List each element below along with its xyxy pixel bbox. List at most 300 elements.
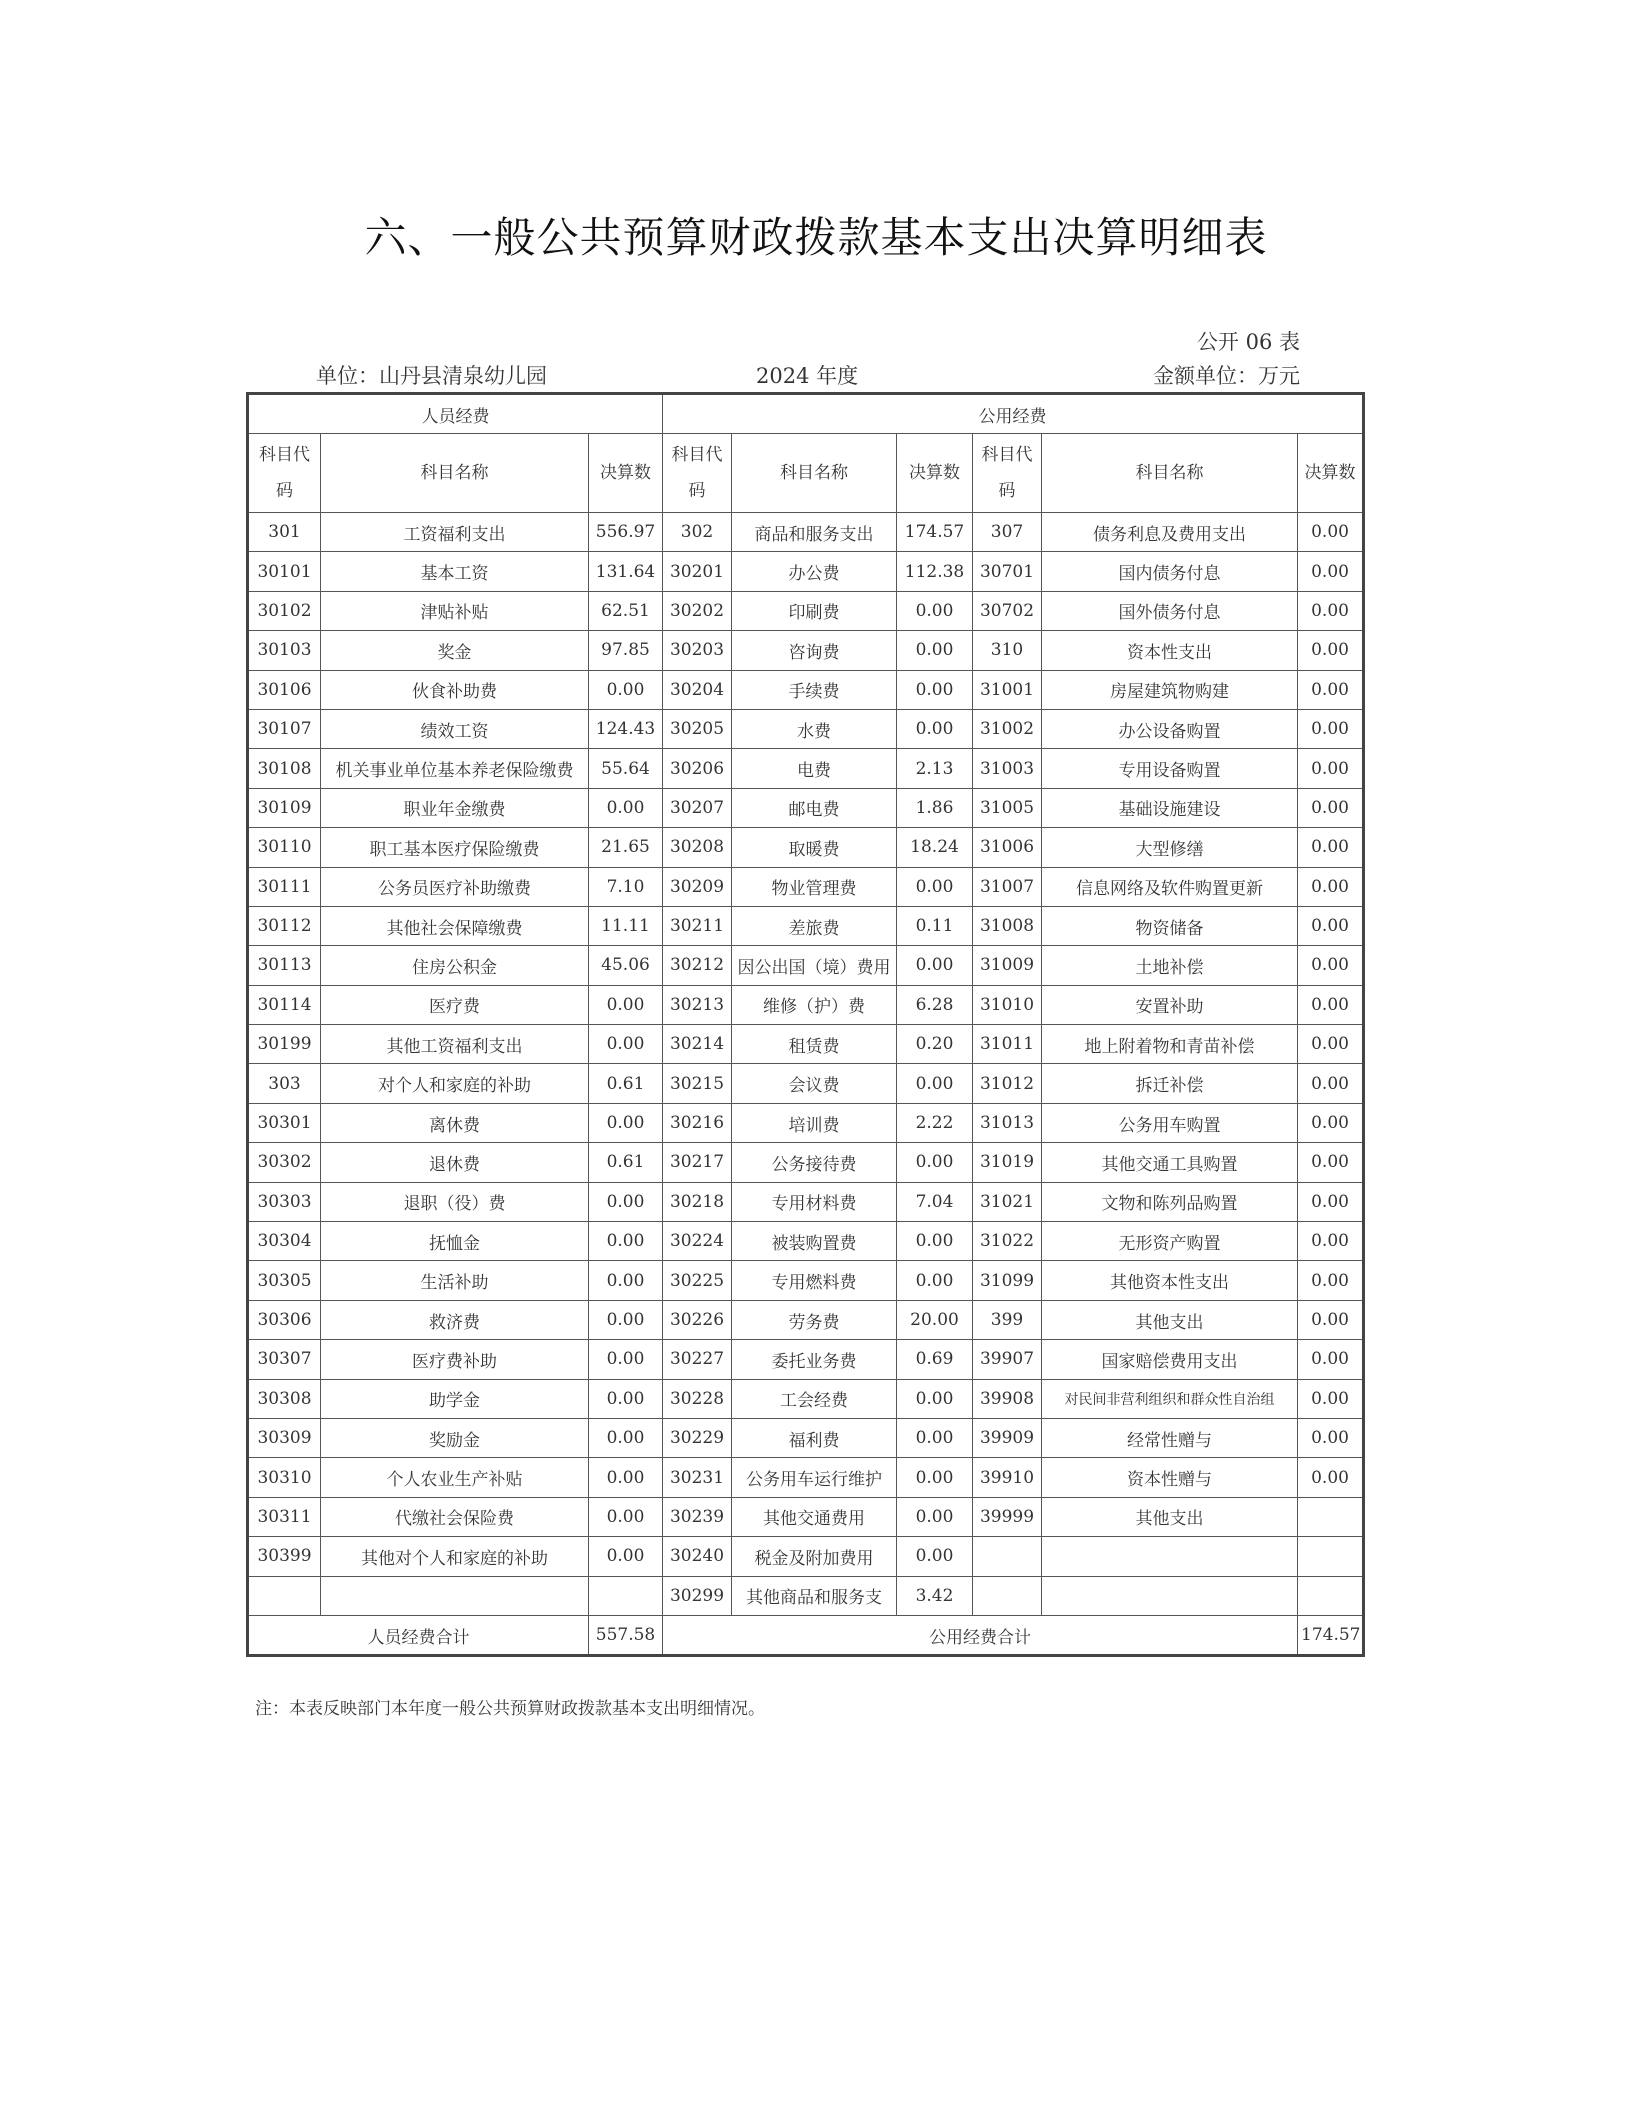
cell-name: 差旅费 xyxy=(732,906,897,945)
header-code: 科目代码 xyxy=(248,434,321,513)
table-row xyxy=(248,1064,1364,1103)
cell-amount: 0.00 xyxy=(897,591,973,630)
header-amount: 决算数 xyxy=(589,434,663,513)
table-row xyxy=(248,631,1364,670)
table-row xyxy=(248,670,1364,709)
cell-code: 31019 xyxy=(973,1143,1042,1182)
cell-name: 其他资本性支出 xyxy=(1042,1261,1298,1300)
table-row xyxy=(248,1418,1364,1457)
table-row xyxy=(248,828,1364,867)
cell-code: 30299 xyxy=(663,1576,732,1615)
cell-amount: 97.85 xyxy=(589,631,663,670)
cell-code: 31007 xyxy=(973,867,1042,906)
cell-name: 其他社会保障缴费 xyxy=(321,906,589,945)
cell-code: 30113 xyxy=(248,946,321,985)
cell-amount: 0.00 xyxy=(897,1222,973,1261)
cell-name: 其他工资福利支出 xyxy=(321,1025,589,1064)
header-name: 科目名称 xyxy=(732,434,897,513)
cell-code: 30305 xyxy=(248,1261,321,1300)
cell-code: 31009 xyxy=(973,946,1042,985)
cell-amount: 2.13 xyxy=(897,749,973,788)
cell-name: 专用材料费 xyxy=(732,1182,897,1221)
cell-amount: 0.00 xyxy=(589,1025,663,1064)
cell-code: 30103 xyxy=(248,631,321,670)
cell-name: 退休费 xyxy=(321,1143,589,1182)
cell-amount: 0.00 xyxy=(897,1497,973,1536)
cell-code: 39999 xyxy=(973,1497,1042,1536)
cell-amount: 0.00 xyxy=(589,1379,663,1418)
cell-code: 30216 xyxy=(663,1103,732,1142)
cell-code: 30227 xyxy=(663,1340,732,1379)
cell-code: 30240 xyxy=(663,1537,732,1576)
cell-code: 30228 xyxy=(663,1379,732,1418)
cell-amount: 0.00 xyxy=(589,1458,663,1497)
cell-name: 住房公积金 xyxy=(321,946,589,985)
table-row xyxy=(248,1340,1364,1379)
cell-code: 30204 xyxy=(663,670,732,709)
public-total-value: 174.57 xyxy=(1298,1615,1364,1655)
cell-amount: 3.42 xyxy=(897,1576,973,1615)
cell-code: 30217 xyxy=(663,1143,732,1182)
cell-name: 土地补偿 xyxy=(1042,946,1298,985)
cell-name: 工资福利支出 xyxy=(321,513,589,552)
cell-amount: 0.00 xyxy=(589,670,663,709)
table-row xyxy=(248,591,1364,630)
cell-name: 经常性赠与 xyxy=(1042,1418,1298,1457)
cell-code: 30231 xyxy=(663,1458,732,1497)
cell-name: 医疗费 xyxy=(321,985,589,1024)
cell-name: 大型修缮 xyxy=(1042,828,1298,867)
cell-code: 31006 xyxy=(973,828,1042,867)
cell-name: 因公出国（境）费用 xyxy=(732,946,897,985)
cell-name: 个人农业生产补贴 xyxy=(321,1458,589,1497)
cell-code: 30102 xyxy=(248,591,321,630)
cell-code: 30206 xyxy=(663,749,732,788)
cell-name: 职业年金缴费 xyxy=(321,788,589,827)
cell-name: 办公费 xyxy=(732,552,897,591)
cell-name: 奖金 xyxy=(321,631,589,670)
cell-name: 对民间非营利组织和群众性自治组 xyxy=(1042,1379,1298,1418)
cell-code: 30101 xyxy=(248,552,321,591)
cell-name: 基本工资 xyxy=(321,552,589,591)
header-amount: 决算数 xyxy=(897,434,973,513)
cell-name: 资本性支出 xyxy=(1042,631,1298,670)
cell-code: 30207 xyxy=(663,788,732,827)
cell-code: 30112 xyxy=(248,906,321,945)
cell-name: 其他支出 xyxy=(1042,1300,1298,1339)
cell-amount: 0.00 xyxy=(589,1340,663,1379)
cell-name: 取暖费 xyxy=(732,828,897,867)
cell-name: 津贴补贴 xyxy=(321,591,589,630)
cell-name: 拆迁补偿 xyxy=(1042,1064,1298,1103)
cell-code: 30114 xyxy=(248,985,321,1024)
header-name: 科目名称 xyxy=(1042,434,1298,513)
cell-amount: 556.97 xyxy=(589,513,663,552)
cell-name: 维修（护）费 xyxy=(732,985,897,1024)
cell-name: 租赁费 xyxy=(732,1025,897,1064)
expenditure-table xyxy=(246,392,1365,1657)
cell-name: 物业管理费 xyxy=(732,867,897,906)
cell-code xyxy=(248,1576,321,1615)
cell-name: 安置补助 xyxy=(1042,985,1298,1024)
cell-code: 30111 xyxy=(248,867,321,906)
cell-amount: 0.00 xyxy=(1298,946,1364,985)
cell-code: 30303 xyxy=(248,1182,321,1221)
cell-code: 30399 xyxy=(248,1537,321,1576)
cell-name: 资本性赠与 xyxy=(1042,1458,1298,1497)
table-row xyxy=(248,1300,1364,1339)
cell-name: 公务员医疗补助缴费 xyxy=(321,867,589,906)
cell-amount: 0.00 xyxy=(1298,788,1364,827)
cell-name: 公务用车运行维护 xyxy=(732,1458,897,1497)
cell-amount: 0.00 xyxy=(589,1182,663,1221)
cell-code: 30108 xyxy=(248,749,321,788)
cell-code: 30308 xyxy=(248,1379,321,1418)
cell-name: 抚恤金 xyxy=(321,1222,589,1261)
table-row xyxy=(248,1025,1364,1064)
year-label: 2024 年度 xyxy=(756,364,859,388)
cell-amount: 0.00 xyxy=(897,631,973,670)
cell-code: 30201 xyxy=(663,552,732,591)
cell-name: 公务接待费 xyxy=(732,1143,897,1182)
cell-amount: 0.00 xyxy=(897,1537,973,1576)
table-row xyxy=(248,749,1364,788)
cell-amount: 131.64 xyxy=(589,552,663,591)
cell-code: 31010 xyxy=(973,985,1042,1024)
cell-code: 31002 xyxy=(973,709,1042,748)
cell-amount: 18.24 xyxy=(897,828,973,867)
cell-name: 工会经费 xyxy=(732,1379,897,1418)
cell-amount: 124.43 xyxy=(589,709,663,748)
cell-amount: 0.00 xyxy=(589,1103,663,1142)
cell-name: 无形资产购置 xyxy=(1042,1222,1298,1261)
currency-unit-label: 金额单位：万元 xyxy=(1153,364,1300,388)
cell-name: 办公设备购置 xyxy=(1042,709,1298,748)
cell-code xyxy=(973,1537,1042,1576)
cell-name: 信息网络及软件购置更新 xyxy=(1042,867,1298,906)
cell-name: 文物和陈列品购置 xyxy=(1042,1182,1298,1221)
cell-amount: 0.69 xyxy=(897,1340,973,1379)
cell-amount: 0.20 xyxy=(897,1025,973,1064)
cell-code: 39909 xyxy=(973,1418,1042,1457)
table-row xyxy=(248,552,1364,591)
cell-code: 30226 xyxy=(663,1300,732,1339)
cell-amount: 0.00 xyxy=(897,946,973,985)
group-header-public: 公用经费 xyxy=(663,394,1364,434)
cell-amount: 21.65 xyxy=(589,828,663,867)
cell-amount xyxy=(1298,1576,1364,1615)
cell-amount: 0.00 xyxy=(897,1418,973,1457)
cell-name: 劳务费 xyxy=(732,1300,897,1339)
cell-code: 31022 xyxy=(973,1222,1042,1261)
table-row xyxy=(248,1537,1364,1576)
cell-code: 31003 xyxy=(973,749,1042,788)
cell-code: 30211 xyxy=(663,906,732,945)
table-row xyxy=(248,946,1364,985)
cell-amount xyxy=(589,1576,663,1615)
cell-name: 国内债务付息 xyxy=(1042,552,1298,591)
cell-amount: 0.00 xyxy=(1298,828,1364,867)
cell-code: 301 xyxy=(248,513,321,552)
cell-amount: 0.00 xyxy=(897,1064,973,1103)
cell-amount: 0.00 xyxy=(897,1379,973,1418)
cell-name: 奖励金 xyxy=(321,1418,589,1457)
cell-amount: 0.00 xyxy=(589,788,663,827)
page-title: 六、一般公共预算财政拨款基本支出决算明细表 xyxy=(364,213,1268,262)
table-row xyxy=(248,709,1364,748)
cell-name: 离休费 xyxy=(321,1103,589,1142)
cell-code: 30701 xyxy=(973,552,1042,591)
cell-name: 咨询费 xyxy=(732,631,897,670)
cell-name: 物资储备 xyxy=(1042,906,1298,945)
cell-amount: 174.57 xyxy=(897,513,973,552)
cell-code: 30199 xyxy=(248,1025,321,1064)
cell-code: 30702 xyxy=(973,591,1042,630)
cell-code: 39908 xyxy=(973,1379,1042,1418)
cell-amount: 0.00 xyxy=(1298,1300,1364,1339)
cell-code: 30215 xyxy=(663,1064,732,1103)
cell-name: 邮电费 xyxy=(732,788,897,827)
cell-amount: 62.51 xyxy=(589,591,663,630)
cell-code: 30106 xyxy=(248,670,321,709)
cell-amount: 0.00 xyxy=(1298,867,1364,906)
cell-name: 生活补助 xyxy=(321,1261,589,1300)
cell-name: 其他商品和服务支 xyxy=(732,1576,897,1615)
cell-name: 电费 xyxy=(732,749,897,788)
cell-name: 被装购置费 xyxy=(732,1222,897,1261)
public-total-label: 公用经费合计 xyxy=(663,1615,1298,1655)
group-header-personnel: 人员经费 xyxy=(248,394,663,434)
cell-name: 福利费 xyxy=(732,1418,897,1457)
cell-amount: 6.28 xyxy=(897,985,973,1024)
table-row xyxy=(248,985,1364,1024)
cell-code: 31005 xyxy=(973,788,1042,827)
cell-code: 39907 xyxy=(973,1340,1042,1379)
cell-amount: 0.00 xyxy=(897,867,973,906)
cell-amount: 0.00 xyxy=(1298,906,1364,945)
cell-amount: 0.00 xyxy=(589,1497,663,1536)
table-row xyxy=(248,867,1364,906)
cell-name: 医疗费补助 xyxy=(321,1340,589,1379)
cell-amount: 0.00 xyxy=(589,1418,663,1457)
cell-code: 31021 xyxy=(973,1182,1042,1221)
cell-amount: 0.00 xyxy=(1298,1143,1364,1182)
cell-amount: 0.00 xyxy=(589,1537,663,1576)
cell-name: 其他对个人和家庭的补助 xyxy=(321,1537,589,1576)
cell-code: 30229 xyxy=(663,1418,732,1457)
cell-amount: 1.86 xyxy=(897,788,973,827)
cell-code: 399 xyxy=(973,1300,1042,1339)
cell-code: 30213 xyxy=(663,985,732,1024)
cell-amount xyxy=(1298,1497,1364,1536)
cell-name: 专用设备购置 xyxy=(1042,749,1298,788)
cell-name: 地上附着物和青苗补偿 xyxy=(1042,1025,1298,1064)
cell-amount: 0.00 xyxy=(1298,985,1364,1024)
cell-code: 30214 xyxy=(663,1025,732,1064)
table-row xyxy=(248,906,1364,945)
cell-code: 30310 xyxy=(248,1458,321,1497)
cell-name: 商品和服务支出 xyxy=(732,513,897,552)
header-code: 科目代码 xyxy=(973,434,1042,513)
cell-code: 30224 xyxy=(663,1222,732,1261)
cell-code: 30107 xyxy=(248,709,321,748)
cell-code: 30225 xyxy=(663,1261,732,1300)
header-code: 科目代码 xyxy=(663,434,732,513)
cell-code: 30208 xyxy=(663,828,732,867)
cell-amount: 0.00 xyxy=(1298,1025,1364,1064)
cell-name: 国外债务付息 xyxy=(1042,591,1298,630)
cell-code: 31001 xyxy=(973,670,1042,709)
cell-code: 30309 xyxy=(248,1418,321,1457)
cell-amount: 0.00 xyxy=(1298,1379,1364,1418)
cell-code: 307 xyxy=(973,513,1042,552)
cell-amount: 55.64 xyxy=(589,749,663,788)
cell-name: 职工基本医疗保险缴费 xyxy=(321,828,589,867)
cell-amount: 0.00 xyxy=(1298,631,1364,670)
cell-amount xyxy=(1298,1537,1364,1576)
cell-name: 房屋建筑物购建 xyxy=(1042,670,1298,709)
table-row xyxy=(248,1103,1364,1142)
cell-amount: 20.00 xyxy=(897,1300,973,1339)
cell-code: 30239 xyxy=(663,1497,732,1536)
cell-amount: 0.00 xyxy=(1298,749,1364,788)
cell-name xyxy=(1042,1576,1298,1615)
cell-amount: 0.00 xyxy=(897,670,973,709)
cell-name: 专用燃料费 xyxy=(732,1261,897,1300)
table-row xyxy=(248,1182,1364,1221)
cell-code: 30212 xyxy=(663,946,732,985)
form-number: 公开 06 表 xyxy=(1196,330,1300,354)
cell-name xyxy=(1042,1537,1298,1576)
cell-amount: 0.00 xyxy=(1298,1340,1364,1379)
cell-amount: 0.00 xyxy=(1298,591,1364,630)
cell-amount: 45.06 xyxy=(589,946,663,985)
cell-name: 培训费 xyxy=(732,1103,897,1142)
cell-name: 手续费 xyxy=(732,670,897,709)
cell-code: 30110 xyxy=(248,828,321,867)
cell-amount: 0.00 xyxy=(897,1458,973,1497)
cell-code: 30307 xyxy=(248,1340,321,1379)
cell-code: 30301 xyxy=(248,1103,321,1142)
table-row xyxy=(248,1576,1364,1615)
cell-code: 31008 xyxy=(973,906,1042,945)
table-row xyxy=(248,513,1364,552)
cell-name: 绩效工资 xyxy=(321,709,589,748)
cell-amount: 0.11 xyxy=(897,906,973,945)
cell-name: 救济费 xyxy=(321,1300,589,1339)
cell-amount: 2.22 xyxy=(897,1103,973,1142)
header-amount: 决算数 xyxy=(1298,434,1364,513)
cell-code: 30306 xyxy=(248,1300,321,1339)
cell-code: 31012 xyxy=(973,1064,1042,1103)
cell-amount: 0.00 xyxy=(1298,1103,1364,1142)
cell-name: 助学金 xyxy=(321,1379,589,1418)
cell-code xyxy=(973,1576,1042,1615)
cell-name xyxy=(321,1576,589,1615)
cell-code: 30209 xyxy=(663,867,732,906)
table-row xyxy=(248,1261,1364,1300)
cell-amount: 0.00 xyxy=(1298,709,1364,748)
table-row xyxy=(248,1222,1364,1261)
cell-amount: 0.00 xyxy=(897,709,973,748)
cell-amount: 7.10 xyxy=(589,867,663,906)
cell-name: 水费 xyxy=(732,709,897,748)
table-row xyxy=(248,1379,1364,1418)
cell-name: 税金及附加费用 xyxy=(732,1537,897,1576)
cell-amount: 0.00 xyxy=(897,1143,973,1182)
cell-amount: 0.00 xyxy=(1298,1418,1364,1457)
cell-code: 30202 xyxy=(663,591,732,630)
cell-amount: 0.00 xyxy=(1298,1182,1364,1221)
cell-code: 30218 xyxy=(663,1182,732,1221)
cell-code: 30205 xyxy=(663,709,732,748)
cell-name: 其他交通费用 xyxy=(732,1497,897,1536)
cell-name: 伙食补助费 xyxy=(321,670,589,709)
cell-name: 机关事业单位基本养老保险缴费 xyxy=(321,749,589,788)
cell-code: 30302 xyxy=(248,1143,321,1182)
cell-name: 代缴社会保险费 xyxy=(321,1497,589,1536)
cell-code: 303 xyxy=(248,1064,321,1103)
cell-code: 31013 xyxy=(973,1103,1042,1142)
cell-name: 委托业务费 xyxy=(732,1340,897,1379)
cell-code: 39910 xyxy=(973,1458,1042,1497)
cell-amount: 7.04 xyxy=(897,1182,973,1221)
cell-code: 30109 xyxy=(248,788,321,827)
cell-amount: 0.00 xyxy=(589,985,663,1024)
cell-code: 302 xyxy=(663,513,732,552)
cell-name: 对个人和家庭的补助 xyxy=(321,1064,589,1103)
cell-amount: 0.00 xyxy=(1298,552,1364,591)
cell-code: 31011 xyxy=(973,1025,1042,1064)
cell-name: 债务利息及费用支出 xyxy=(1042,513,1298,552)
table-row xyxy=(248,1458,1364,1497)
cell-name: 印刷费 xyxy=(732,591,897,630)
cell-name: 会议费 xyxy=(732,1064,897,1103)
cell-name: 国家赔偿费用支出 xyxy=(1042,1340,1298,1379)
cell-name: 其他支出 xyxy=(1042,1497,1298,1536)
cell-amount: 0.00 xyxy=(897,1261,973,1300)
cell-amount: 0.00 xyxy=(1298,1261,1364,1300)
cell-code: 30304 xyxy=(248,1222,321,1261)
cell-amount: 0.00 xyxy=(589,1222,663,1261)
header-name: 科目名称 xyxy=(321,434,589,513)
cell-name: 退职（役）费 xyxy=(321,1182,589,1221)
cell-code: 30203 xyxy=(663,631,732,670)
cell-amount: 0.00 xyxy=(1298,1222,1364,1261)
cell-name: 其他交通工具购置 xyxy=(1042,1143,1298,1182)
cell-amount: 11.11 xyxy=(589,906,663,945)
personnel-total-label: 人员经费合计 xyxy=(248,1615,589,1655)
table-row xyxy=(248,788,1364,827)
cell-amount: 112.38 xyxy=(897,552,973,591)
cell-amount: 0.00 xyxy=(589,1261,663,1300)
table-row xyxy=(248,1497,1364,1536)
cell-amount: 0.00 xyxy=(1298,1458,1364,1497)
cell-amount: 0.00 xyxy=(1298,1064,1364,1103)
cell-amount: 0.61 xyxy=(589,1064,663,1103)
unit-label: 单位：山丹县清泉幼儿园 xyxy=(316,364,547,388)
cell-amount: 0.00 xyxy=(589,1300,663,1339)
cell-code: 31099 xyxy=(973,1261,1042,1300)
cell-amount: 0.00 xyxy=(1298,670,1364,709)
cell-amount: 0.00 xyxy=(1298,513,1364,552)
cell-code: 310 xyxy=(973,631,1042,670)
cell-name: 公务用车购置 xyxy=(1042,1103,1298,1142)
cell-code: 30311 xyxy=(248,1497,321,1536)
personnel-total-value: 557.58 xyxy=(589,1615,663,1655)
cell-name: 基础设施建设 xyxy=(1042,788,1298,827)
table-row xyxy=(248,1143,1364,1182)
